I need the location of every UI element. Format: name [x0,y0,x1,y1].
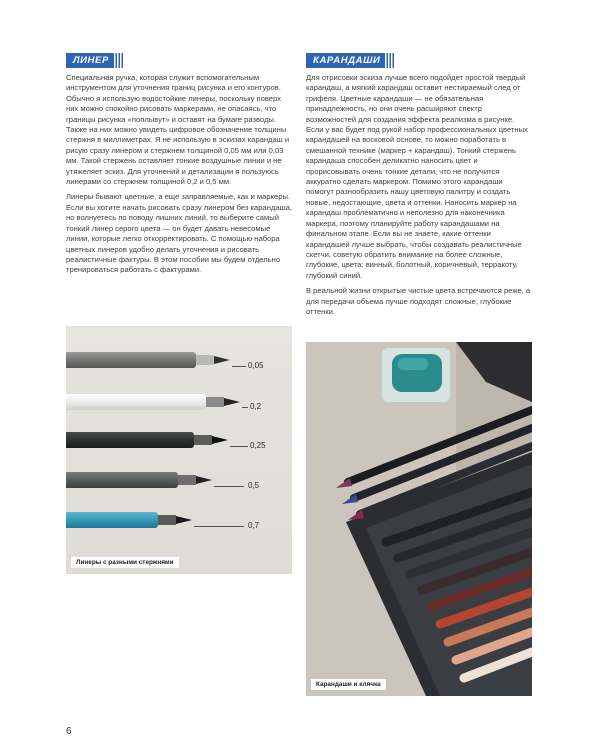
leader-line [214,486,244,487]
liners-photo [66,326,292,574]
pen-label: 0,25 [250,441,266,450]
liner-pen-black [66,432,194,448]
leader-line [232,366,246,367]
pen-label: 0,5 [248,481,260,490]
liner-pen-darkgray [66,472,178,488]
pencils-photo-caption: Карандаши и клячка [311,679,386,690]
leader-line [230,446,248,447]
liner-heading: ЛИНЕР [66,53,123,68]
leader-line [242,407,248,408]
liner-pen-white [66,394,206,410]
pen-label: 0,2 [250,402,262,411]
pen-label: 0,05 [248,361,264,370]
pen-label: 0,7 [248,521,260,530]
liner-paragraph-1: Специальная ручка, которая служит вспомогательным инструментом для уточнения границ рисунка и его контуров. Обычно я использую водостойкие линеры, поскольку поверх них можно спокойно рисовать маркерами, не опасаясь, что границы рисунка «поплывут» и оставят на бумаге разводы. Также на них можно увидеть цифровое обозначение толщины стержня в миллиметрах. Я не использую в эскизах карандаш и рисую сразу линером и стержнем толщиной 0,05 мм или 0,03 мм. Такой стержень оставляет тонкие воздушные линии и не утяжеляет эскиз. Для уточнений и детализации я пользуюсь линерами со стержнем толщиной 0,2 и 0,5 мм. [66,73,290,187]
pencils-heading: КАРАНДАШИ [306,53,394,68]
pencils-section [306,50,531,322]
pencils-illustration [306,342,532,696]
liner-pen-blue [66,512,158,528]
liners-photo-caption: Линеры с разными стержнями [71,557,179,568]
pencils-paragraph-2: В реальной жизни открытые чистые цвета встречаются реже, а для передачи объема лучше подходят сложные, глубокие оттенки. [306,286,531,316]
liner-paragraph-2: Линеры бывают цветные, а еще заправляемые, как и маркеры. Если вы хотите начать рисовать сразу линером без карандаша, но волнуетесь по поводу лишних линий, то выберите самый тонкий линер серого цвета — он будет давать невесомые линии, которые легко откорректировать. С помощью набора цветных линеров удобно делать уточнения и рисовать реалистичные фактуры. В этом пособии мы будем отдельно тренироваться работать с фактурами. [66,192,292,275]
liner-section [66,50,292,281]
page-number: 6 [66,726,72,737]
pencils-paragraph-1: Для отрисовки эскиза лучше всего подойдет простой твердый карандаш, а мягкий карандаш оставит нестираемый след от грифеля. Цветные карандаши — не обязательная принадлежность, но они очень расширяют спектр возможностей для создания эффекта реализма в рисунке. Если у вас будет под рукой набор профессиональных цветных карандашей на восковой основе, то можно поработать в смешанной технике (маркер + карандаш). Тонкий стержень карандаша способен деликатно наносить цвет и прорисовывать очень тонкие детали, что не получится аккуратно сделать маркером. Помимо этого карандаши помогут разнообразить нашу цветовую палитру и создать новые, недостающие, цвета и оттенки. Наносить маркер на карандаш проблематично и неполезно для наконечника маркера, поэтому планируйте работу карандашами на финальном этапе. Если вы не знаете, какие оттенки карандашей лучше выбрать, чтобы создавать реалистичные скетчи, советую обратить внимание на более сложные, глубокие, цвета: винный, болотный, коричневый, терракоту, глубокий синий. [306,73,528,280]
leader-line [194,526,244,527]
pencils-photo [306,342,532,696]
liner-pen-gray [66,352,196,368]
